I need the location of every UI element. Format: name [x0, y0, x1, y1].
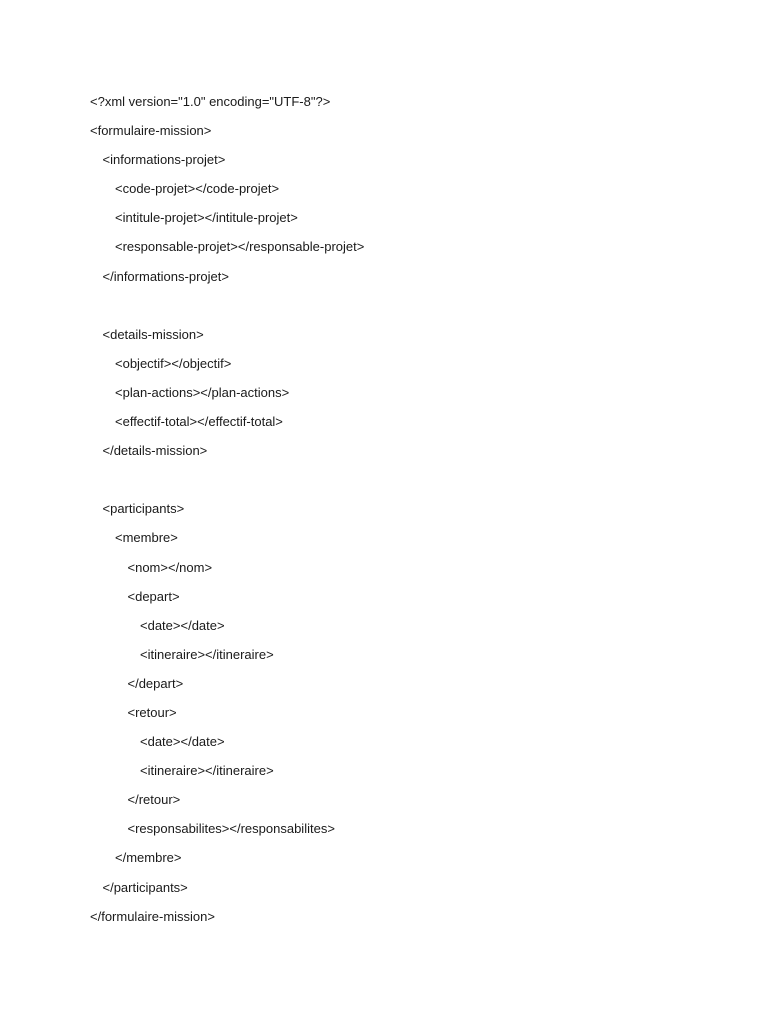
code-line: <itineraire></itineraire> — [140, 646, 274, 662]
code-line: <itineraire></itineraire> — [140, 763, 274, 779]
xml-code-block — [90, 90, 364, 934]
blank-line — [90, 468, 364, 497]
code-line: </details-mission> — [102, 443, 208, 459]
blank-line — [90, 294, 364, 323]
xml-declaration-line: <?xml version="1.0" encoding="UTF-8"?> — [90, 94, 331, 109]
code-line: </retour> — [127, 792, 181, 808]
code-line: <code-projet></code-projet> — [115, 181, 280, 197]
code-line: <retour> — [127, 704, 177, 720]
code-line: <date></date> — [140, 734, 225, 750]
code-line: <membre> — [115, 530, 178, 546]
code-line: <objectif></objectif> — [115, 355, 232, 371]
code-line: <participants> — [102, 501, 185, 517]
code-line: <effectif-total></effectif-total> — [115, 414, 283, 430]
code-line: <details-mission> — [102, 326, 204, 342]
code-line: </membre> — [115, 850, 182, 866]
code-line: <responsabilites></responsabilites> — [127, 821, 335, 837]
code-line: <plan-actions></plan-actions> — [115, 384, 290, 400]
code-line: <informations-projet> — [102, 152, 226, 168]
code-line: </participants> — [102, 879, 188, 895]
code-line: </depart> — [127, 675, 184, 691]
code-line: <nom></nom> — [127, 559, 213, 575]
code-line: <formulaire-mission> — [90, 123, 212, 139]
code-line: </formulaire-mission> — [90, 908, 215, 924]
code-line: <responsable-projet></responsable-projet> — [115, 239, 365, 255]
code-line: <date></date> — [140, 617, 225, 633]
code-line: </informations-projet> — [102, 268, 229, 284]
code-line: <depart> — [127, 588, 180, 604]
code-line: <intitule-projet></intitule-projet> — [115, 210, 298, 226]
